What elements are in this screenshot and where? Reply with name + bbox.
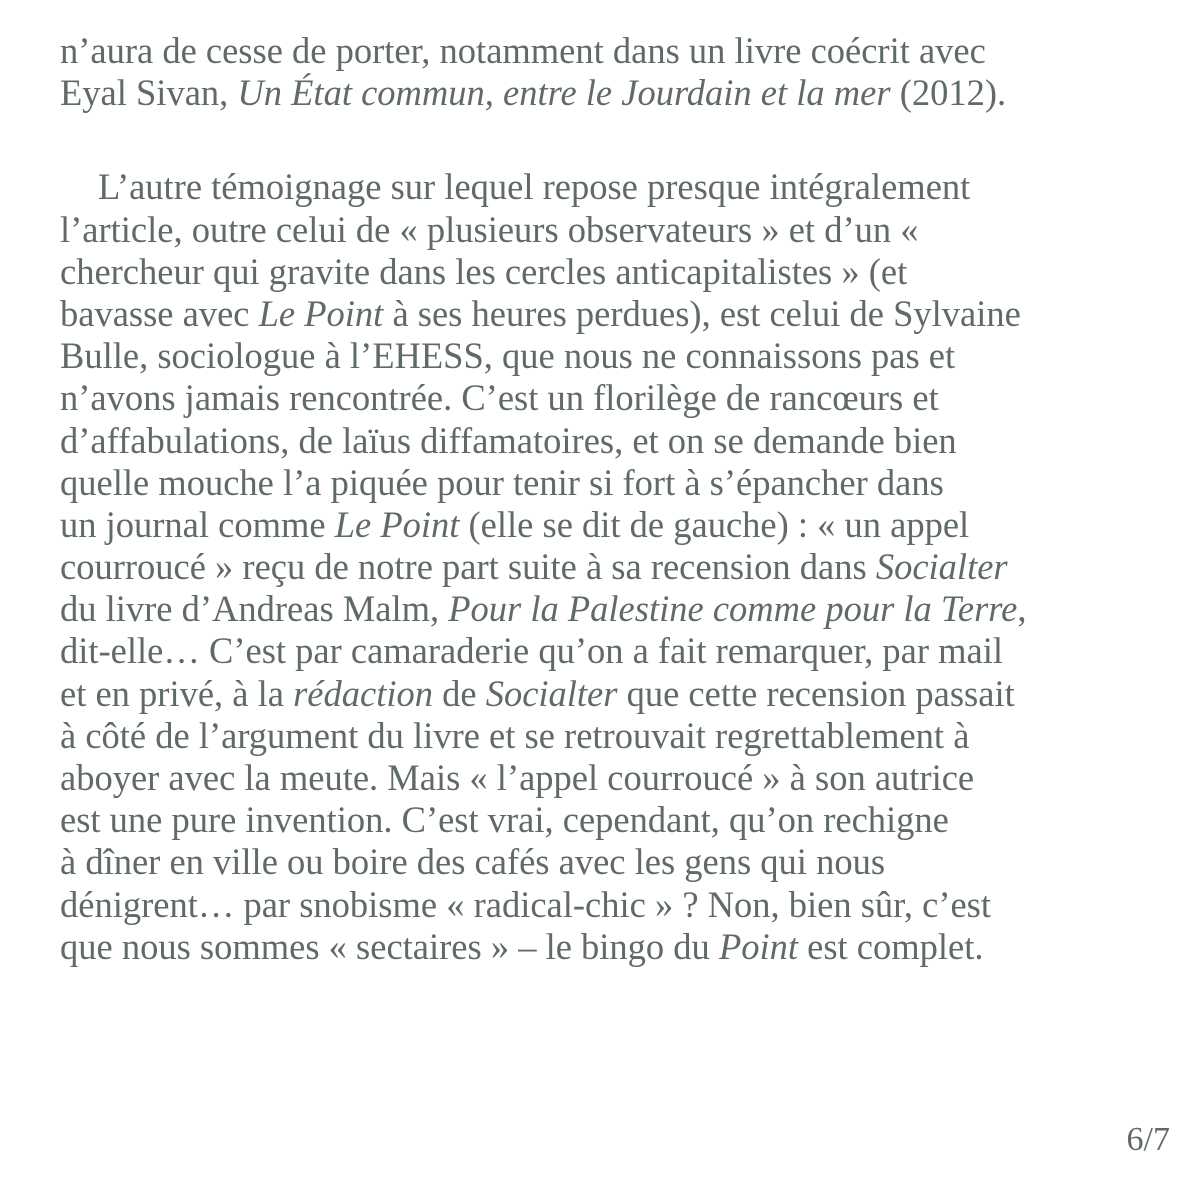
text-run: n’aura de cesse de porter, notamment dans un livre coécrit avec: [60, 30, 986, 71]
text-line: [60, 757, 1160, 799]
text-run: que nous sommes « sectaires » – le bingo du: [60, 925, 719, 967]
text-line: [60, 462, 1160, 504]
text-run: courroucé » reçu de notre part suite à sa recension dans: [60, 546, 876, 588]
text-line: [60, 673, 1160, 715]
italic-title: rédaction: [293, 672, 433, 714]
text-run: du livre d’Andreas Malm,: [60, 588, 449, 630]
text-run: Eyal Sivan,: [60, 72, 238, 114]
text-run: (elle se dit de gauche) : « un appel: [459, 503, 970, 545]
italic-title: Socialter: [875, 546, 1008, 588]
text-line: [60, 926, 1160, 968]
text-line: [60, 72, 1160, 114]
text-run: un journal comme: [60, 503, 335, 545]
text-line: [60, 209, 1160, 251]
text-line: [60, 546, 1160, 588]
text-run: dénigrent… par snobisme « radical-chic » ? Non, bien sûr, c’est: [60, 883, 992, 925]
body-text: [60, 30, 1160, 968]
text-line: [60, 799, 1160, 841]
text-run: aboyer avec la meute. Mais « l’appel courroucé » à son autrice: [60, 757, 975, 798]
text-run: quelle mouche l’a piquée pour tenir si fort à s’épancher dans: [60, 461, 944, 503]
text-run: de: [432, 672, 486, 714]
text-run: bavasse avec: [60, 292, 259, 334]
text-run: chercheur qui gravite dans les cercles anticapitalistes » (et: [60, 250, 908, 292]
text-line: [60, 335, 1160, 377]
text-run: est complet.: [798, 925, 984, 967]
text-line: [60, 630, 1160, 672]
text-line: [60, 715, 1160, 757]
text-line: [60, 841, 1160, 883]
text-line: [60, 588, 1160, 630]
italic-title: Un État commun, entre le Jourdain et la mer: [237, 72, 891, 114]
italic-title: Le Point: [334, 503, 460, 545]
italic-title: Socialter: [485, 672, 618, 714]
text-run: à dîner en ville ou boire des cafés avec les gens qui nous: [60, 841, 886, 883]
text-run: l’article, outre celui de « plusieurs observateurs » et d’un «: [60, 208, 919, 250]
text-line: [60, 293, 1160, 335]
text-line: [60, 166, 1160, 208]
text-run: d’affabulations, de laïus diffamatoires, et on se demande bien: [60, 419, 957, 461]
text-run: que cette recension passait: [617, 672, 1015, 714]
page-number: 6/7: [1126, 1121, 1170, 1158]
italic-title: Le Point: [258, 292, 384, 334]
text-run: (2012).: [890, 72, 1007, 114]
paragraph-1: [60, 30, 1160, 114]
paragraph-gap: [60, 114, 1160, 166]
italic-title: Point: [718, 925, 799, 967]
text-run: à côté de l’argument du livre et se retrouvait regrettablement à: [60, 714, 970, 756]
text-run: dit-elle… C’est par camaraderie qu’on a fait remarquer, par mail: [60, 630, 1004, 672]
text-line: [60, 251, 1160, 293]
text-run: est une pure invention. C’est vrai, cependant, qu’on rechigne: [60, 799, 949, 841]
italic-title: Pour la Palestine comme pour la Terre: [448, 588, 1018, 630]
text-line: [60, 377, 1160, 419]
text-run: Bulle, sociologue à l’EHESS, que nous ne connaissons pas et: [60, 335, 956, 377]
text-run: L’autre témoignage sur lequel repose presque intégralement: [98, 166, 971, 208]
paragraph-2: [60, 166, 1160, 968]
text-line: [60, 884, 1160, 926]
text-line: [60, 504, 1160, 546]
text-line: [60, 420, 1160, 462]
text-run: n’avons jamais rencontrée. C’est un florilège de rancœurs et: [60, 377, 939, 419]
text-run: et en privé, à la: [60, 672, 294, 714]
text-line: [60, 30, 1160, 72]
text-run: à ses heures perdues), est celui de Sylvaine: [383, 292, 1021, 334]
text-run: ,: [1017, 588, 1027, 630]
